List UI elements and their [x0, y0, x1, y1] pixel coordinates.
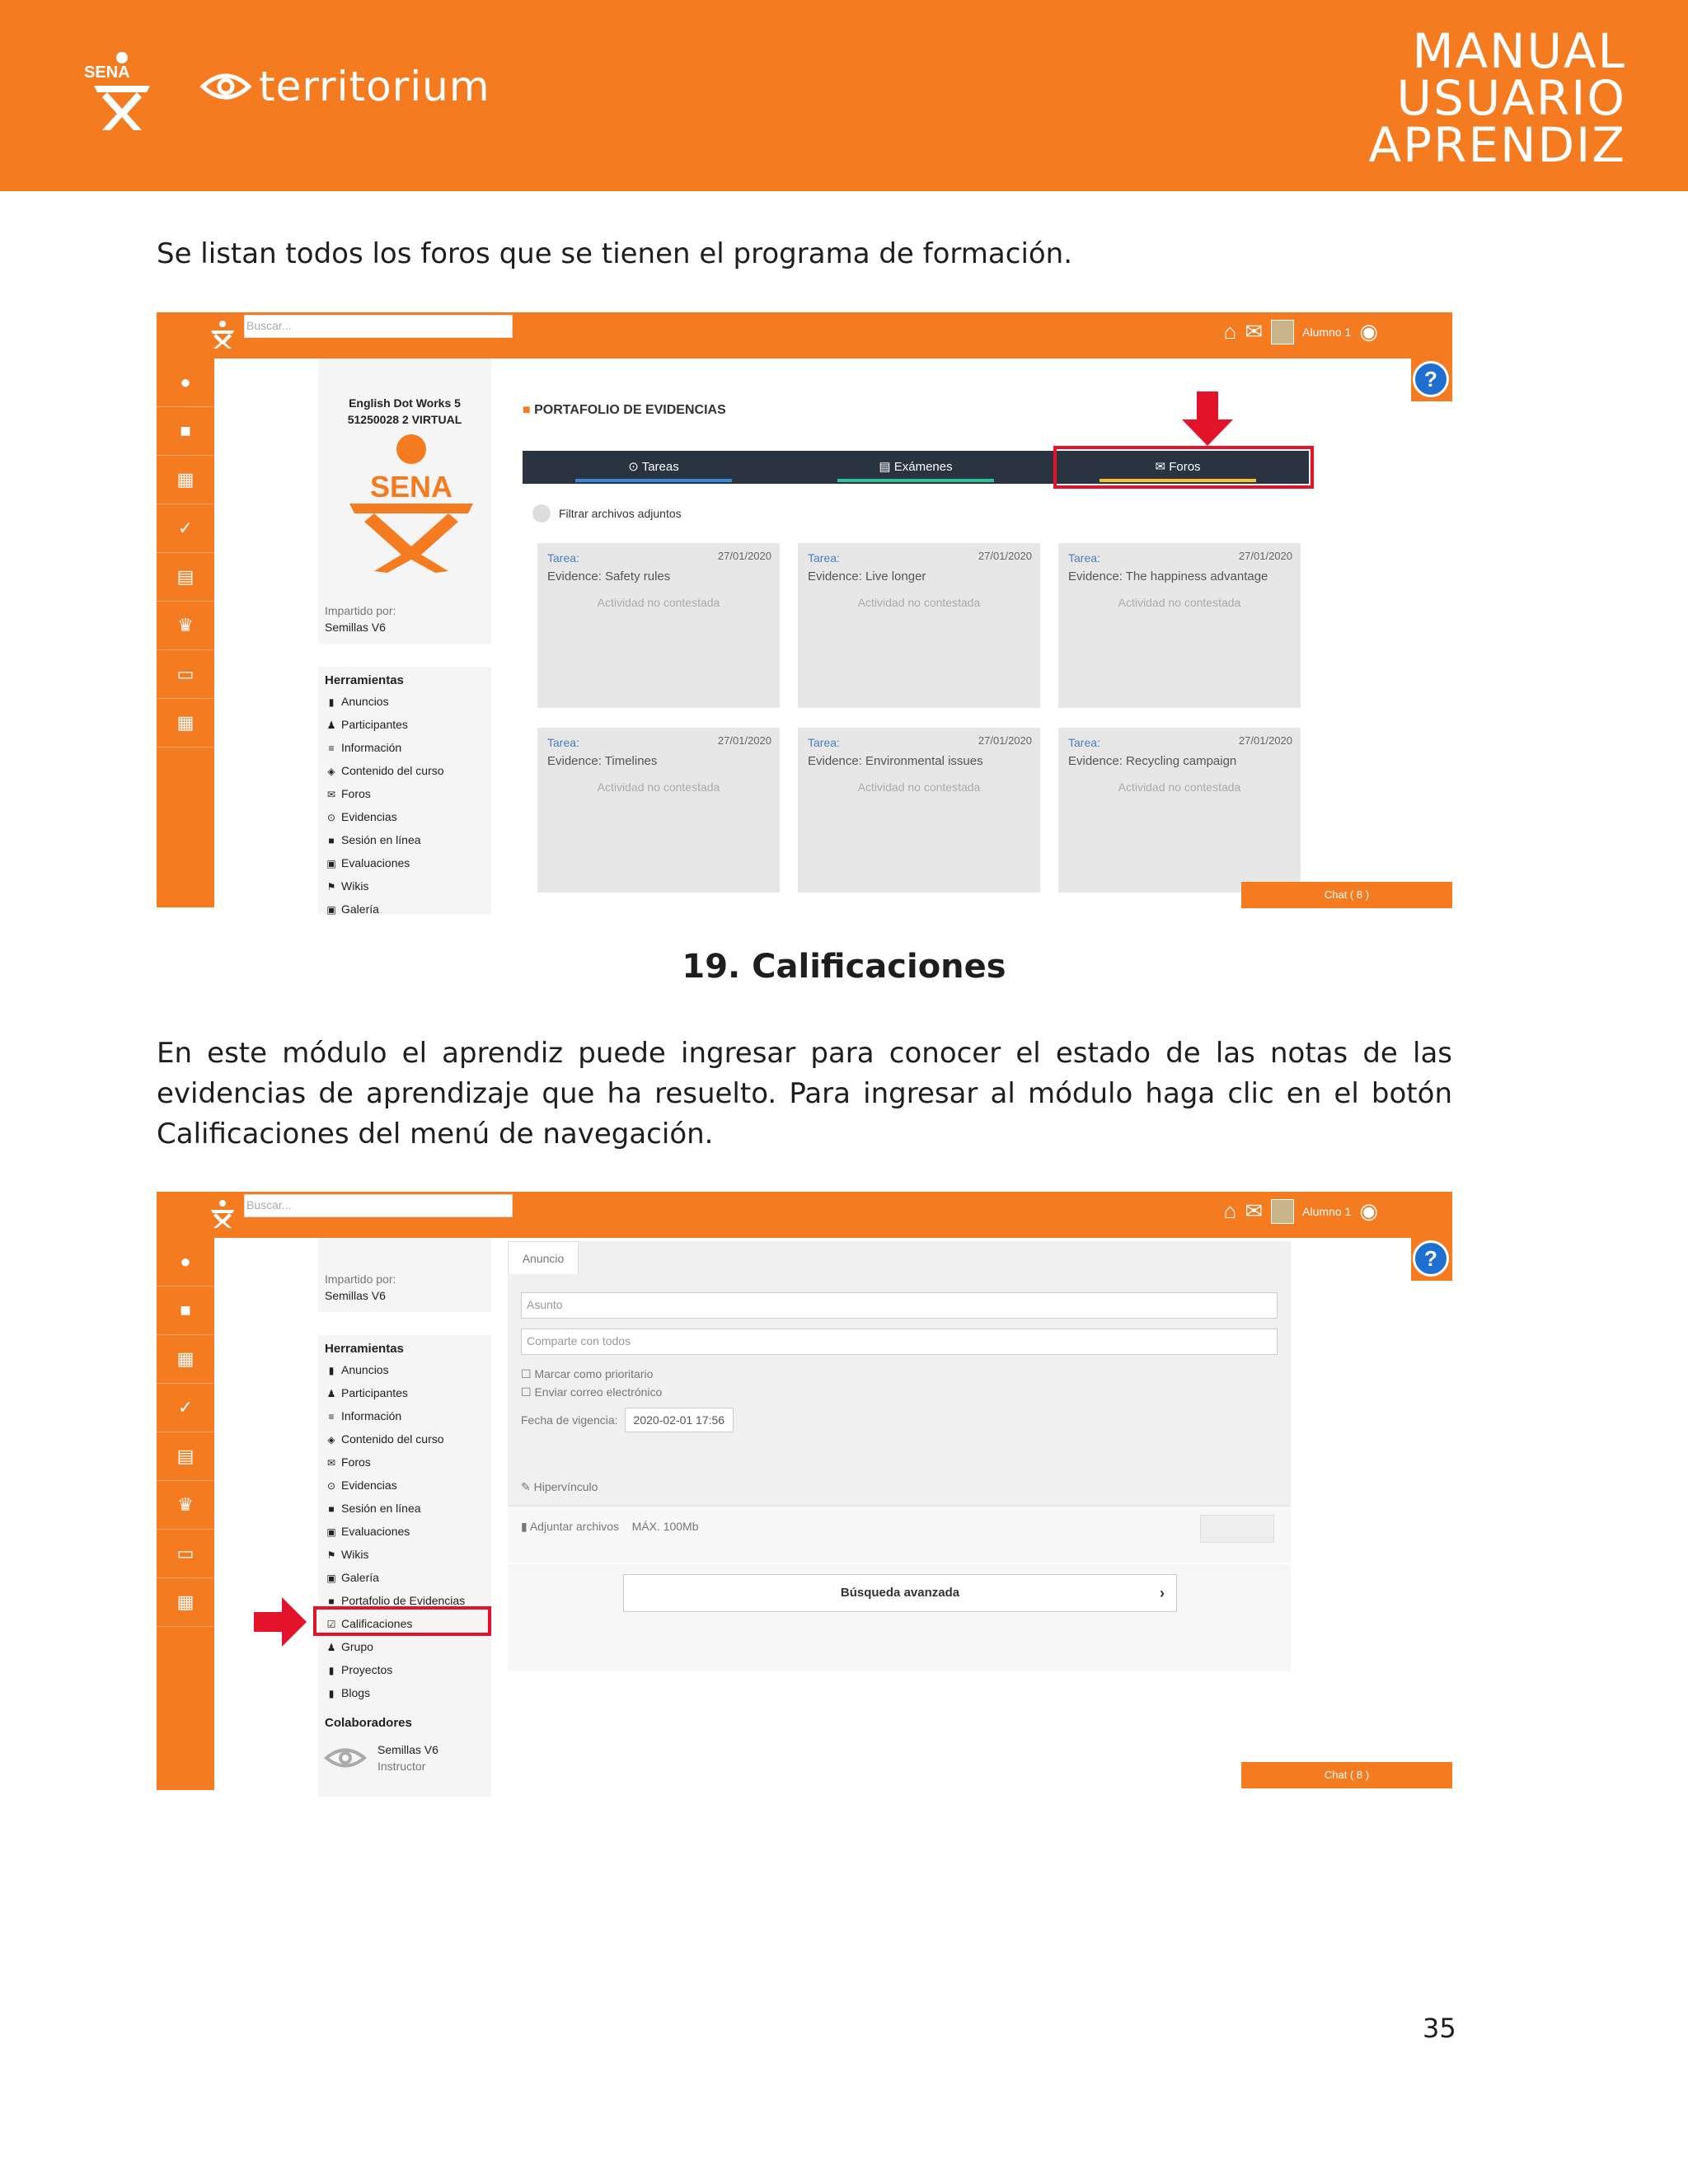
- collab-role: Instructor: [377, 1760, 426, 1773]
- chevron-right-icon: ›: [1160, 1585, 1165, 1601]
- card-evidence: Evidence: Live longer: [808, 569, 926, 583]
- card-status: Actividad no contestada: [857, 780, 981, 794]
- chat-button[interactable]: Chat ( 8 ): [1241, 882, 1452, 908]
- tool-item[interactable]: [325, 805, 485, 828]
- check-nav-icon[interactable]: ✓: [157, 1384, 214, 1432]
- toggle-icon[interactable]: [532, 504, 551, 523]
- tools-title: Herramientas: [325, 673, 404, 687]
- imparted-by: Semillas V6: [325, 621, 386, 634]
- checkbox-label: Marcar como prioritario: [534, 1367, 654, 1380]
- tool-label: Wikis: [341, 879, 369, 893]
- tool-item[interactable]: [325, 1543, 485, 1566]
- attach-button[interactable]: [521, 1520, 699, 1534]
- tool-item[interactable]: [325, 736, 485, 759]
- calificaciones-highlight: [313, 1606, 491, 1636]
- checkbox-icon[interactable]: ☐: [521, 1367, 532, 1380]
- manual-title: [1368, 23, 1627, 173]
- course-name: English Dot Works 5: [349, 396, 461, 410]
- page-header: [0, 0, 1688, 191]
- eye-avatar-icon: [325, 1746, 366, 1770]
- manual-line: USUARIO: [1396, 70, 1626, 126]
- tool-icon: ⊙: [326, 1480, 336, 1492]
- eye-icon[interactable]: ◉: [1359, 319, 1378, 344]
- card-evidence: Evidence: Timelines: [547, 754, 658, 768]
- tool-label: Contenido del curso: [341, 764, 444, 777]
- app-topbar: [157, 312, 1452, 359]
- tool-label: Foros: [341, 787, 371, 800]
- tool-label: Información: [341, 741, 402, 754]
- course-card: [318, 359, 491, 644]
- hyperlink-button[interactable]: [521, 1480, 598, 1494]
- tool-label: Participantes: [341, 1386, 408, 1399]
- tool-icon: ■: [328, 1596, 335, 1607]
- tool-item[interactable]: [325, 1427, 485, 1451]
- collab-title: Colaboradores: [325, 1716, 412, 1730]
- brand-name: territorium: [259, 63, 490, 110]
- tool-label: Información: [341, 1409, 402, 1422]
- tool-label: Foros: [341, 1455, 371, 1469]
- card-status: Actividad no contestada: [1118, 596, 1241, 609]
- search-input[interactable]: Buscar...: [244, 1194, 513, 1217]
- tool-icon: ◈: [327, 766, 335, 777]
- prioritario-checkbox[interactable]: [521, 1365, 662, 1383]
- tool-icon: ▮: [328, 1665, 335, 1676]
- tool-icon: ♟: [326, 1388, 336, 1399]
- asunto-field[interactable]: Asunto: [521, 1292, 1278, 1319]
- tools-panel: [318, 667, 491, 914]
- card-date: 27/01/2020: [717, 550, 771, 562]
- tool-icon: ▮: [328, 1688, 335, 1699]
- tool-icon: ♟: [326, 719, 336, 731]
- trophy-nav-icon[interactable]: ♛: [157, 1481, 214, 1530]
- tool-item[interactable]: [325, 851, 485, 874]
- course-code: 51250028 2 VIRTUAL: [347, 413, 462, 426]
- tab-label: Tareas: [641, 460, 679, 474]
- tool-item[interactable]: [325, 759, 485, 782]
- profile-nav-icon[interactable]: ●: [157, 1238, 214, 1286]
- card-status: Actividad no contestada: [597, 780, 720, 794]
- course-card: [318, 1238, 491, 1312]
- tool-item[interactable]: [325, 1358, 485, 1381]
- card-date: 27/01/2020: [1238, 734, 1292, 747]
- calendar-nav-icon[interactable]: ▤: [157, 553, 214, 602]
- tool-icon: ♟: [326, 1642, 336, 1653]
- tab-label: Exámenes: [893, 460, 953, 474]
- screenshot-forums: [157, 312, 1452, 916]
- tab-anuncio[interactable]: Anuncio: [508, 1241, 579, 1274]
- card-type: Tarea:: [808, 551, 840, 565]
- tool-icon: ▣: [326, 1526, 336, 1538]
- card-evidence: Evidence: Recycling campaign: [1068, 754, 1237, 768]
- inbox-nav-icon[interactable]: ▭: [157, 650, 214, 699]
- card-type: Tarea:: [808, 736, 840, 749]
- tool-label: Anuncios: [341, 1363, 389, 1376]
- imparted-label: Impartido por:: [325, 604, 396, 617]
- tool-label: Evaluaciones: [341, 1525, 410, 1538]
- evidence-card[interactable]: [1058, 728, 1301, 893]
- tool-icon: ▣: [326, 1572, 336, 1584]
- help-icon: ?: [1413, 361, 1449, 397]
- checkbox-icon[interactable]: ☐: [521, 1385, 532, 1399]
- publish-button[interactable]: [1200, 1515, 1274, 1543]
- tool-label: Evidencias: [341, 1479, 397, 1492]
- tool-icon: ▮: [328, 696, 335, 708]
- territorium-brand: [201, 63, 490, 110]
- sena-small-logo-icon: [208, 319, 237, 349]
- tool-item[interactable]: [325, 1497, 485, 1520]
- max-size: MÁX. 100Mb: [631, 1520, 699, 1533]
- intro-paragraph: Se listan todos los foros que se tienen el programa de formación.: [157, 237, 1073, 270]
- evidence-card[interactable]: [537, 543, 780, 708]
- tab-label: Foros: [1169, 460, 1201, 474]
- link-icon: ✎: [521, 1480, 531, 1493]
- tool-label: Wikis: [341, 1548, 369, 1561]
- tool-item[interactable]: [325, 1635, 485, 1658]
- evidence-card[interactable]: [798, 543, 1040, 708]
- manual-line: MANUAL: [1412, 23, 1626, 79]
- card-type: Tarea:: [1068, 551, 1100, 565]
- tool-label: Galería: [341, 902, 379, 916]
- tool-icon: ▣: [326, 904, 336, 916]
- card-type: Tarea:: [1068, 736, 1100, 749]
- evidence-card[interactable]: [537, 728, 780, 893]
- portfolio-title: [523, 403, 726, 418]
- tool-label: Grupo: [341, 1640, 373, 1653]
- card-status: Actividad no contestada: [857, 596, 981, 609]
- grid-nav-icon[interactable]: ▦: [157, 1578, 214, 1627]
- right-arrow-icon: [254, 1597, 307, 1647]
- tools-list: [325, 690, 485, 921]
- svg-text:SENA: SENA: [84, 63, 130, 82]
- profile-nav-icon[interactable]: ●: [157, 359, 214, 407]
- tool-item[interactable]: [325, 1658, 485, 1681]
- help-button[interactable]: [1411, 1238, 1452, 1281]
- tool-icon: ☑: [326, 1619, 336, 1630]
- tool-icon: ✉: [326, 1457, 336, 1469]
- imparted-label: Impartido por:: [325, 1272, 396, 1286]
- tools-list: [325, 1358, 485, 1704]
- announcement-form: [508, 1241, 1291, 1521]
- tool-item[interactable]: [325, 828, 485, 851]
- sena-course-logo-icon: [341, 433, 481, 573]
- briefcase-icon: ■: [523, 403, 531, 417]
- vigencia-label: Fecha de vigencia:: [521, 1413, 618, 1427]
- vigencia-input[interactable]: 2020-02-01 17:56: [625, 1408, 734, 1432]
- advanced-search-label: Búsqueda avanzada: [840, 1586, 960, 1600]
- app-topbar: [157, 1192, 1452, 1238]
- checkbox-label: Enviar correo electrónico: [534, 1385, 663, 1399]
- card-date: 27/01/2020: [717, 734, 771, 747]
- user-name[interactable]: Alumno 1: [1302, 325, 1352, 339]
- tool-icon: ≡: [328, 1411, 335, 1422]
- tab-foros[interactable]: ✉ Foros: [1047, 451, 1309, 484]
- tool-icon: ≡: [328, 743, 335, 754]
- avatar[interactable]: [1271, 1199, 1294, 1224]
- collab-name: Semillas V6: [377, 1743, 438, 1756]
- card-status: Actividad no contestada: [1118, 780, 1241, 794]
- foros-highlight: [1053, 446, 1314, 489]
- tool-label: Anuncios: [341, 695, 389, 708]
- tool-item[interactable]: [325, 690, 485, 713]
- tool-item[interactable]: [325, 713, 485, 736]
- tool-icon: ■: [328, 1503, 335, 1515]
- tool-label: Evidencias: [341, 810, 397, 823]
- attach-row: [508, 1505, 1291, 1563]
- mail-icon[interactable]: ✉: [1245, 1198, 1264, 1223]
- left-nav: [157, 359, 214, 907]
- trophy-nav-icon[interactable]: ♛: [157, 602, 214, 650]
- tool-icon: ✉: [326, 789, 336, 800]
- card-date: 27/01/2020: [1238, 550, 1292, 562]
- tool-label: Sesión en línea: [341, 1502, 421, 1515]
- tool-label: Calificaciones: [341, 1617, 413, 1630]
- topbar-actions: [1224, 1198, 1378, 1224]
- attach-label: Adjuntar archivos: [529, 1520, 620, 1533]
- evidence-card[interactable]: [1058, 543, 1301, 708]
- section-paragraph: En este módulo el aprendiz puede ingresar para conocer el estado de las notas de las evidencias de aprendizaje que ha resuelto. Para ingresar al módulo haga clic en el botón Calificaciones del menú de navegación.: [157, 1037, 1452, 1151]
- tool-item[interactable]: [325, 1474, 485, 1497]
- search-input[interactable]: Buscar...: [244, 315, 513, 338]
- tab-examenes[interactable]: ▤ Exámenes: [785, 451, 1047, 484]
- tool-item[interactable]: [325, 874, 485, 898]
- tool-label: Contenido del curso: [341, 1432, 444, 1446]
- left-nav: [157, 1238, 214, 1790]
- check-nav-icon[interactable]: ✓: [157, 504, 214, 553]
- filter-label: Filtrar archivos adjuntos: [559, 507, 682, 520]
- card-evidence: Evidence: Safety rules: [547, 569, 671, 583]
- card-evidence: Evidence: The happiness advantage: [1068, 569, 1268, 583]
- tool-item[interactable]: [325, 1681, 485, 1704]
- tool-icon: ■: [328, 835, 335, 846]
- card-type: Tarea:: [547, 736, 579, 749]
- tool-icon: ▮: [328, 1365, 335, 1376]
- evidence-card[interactable]: [798, 728, 1040, 893]
- sena-logo-icon: [82, 49, 162, 132]
- tool-label: Portafolio de Evidencias: [341, 1594, 466, 1607]
- screenshot-grades: [157, 1192, 1452, 1790]
- home-icon[interactable]: ⌂: [1223, 1198, 1237, 1223]
- eye-logo-icon: [201, 70, 251, 103]
- help-button[interactable]: [1411, 359, 1452, 401]
- svg-text:SENA: SENA: [369, 470, 453, 504]
- tool-icon: ⊙: [326, 812, 336, 823]
- tool-item[interactable]: [325, 1381, 485, 1404]
- tool-label: Galería: [341, 1571, 379, 1584]
- briefcase-nav-icon[interactable]: ■: [157, 407, 214, 456]
- advanced-search-button[interactable]: [623, 1574, 1177, 1612]
- tool-item[interactable]: [325, 898, 485, 921]
- tool-item[interactable]: [325, 782, 485, 805]
- tool-item[interactable]: [325, 1566, 485, 1589]
- comparte-field[interactable]: Comparte con todos: [521, 1329, 1278, 1355]
- tool-icon: ▣: [326, 858, 336, 869]
- tool-icon: ⚑: [326, 1549, 336, 1561]
- page-number: 35: [1423, 2013, 1456, 2044]
- tool-label: Proyectos: [341, 1663, 393, 1676]
- tools-panel: [318, 1335, 491, 1797]
- filter-toggle[interactable]: [532, 504, 682, 523]
- tool-label: Participantes: [341, 718, 408, 731]
- card-status: Actividad no contestada: [597, 596, 720, 609]
- section-title: 19. Calificaciones: [682, 948, 1006, 986]
- eye-icon[interactable]: ◉: [1359, 1198, 1378, 1223]
- grid-nav-icon[interactable]: ▦: [157, 699, 214, 748]
- mail-icon[interactable]: ✉: [1245, 319, 1264, 344]
- down-arrow-icon: [1182, 391, 1233, 446]
- tool-icon: ⚑: [326, 881, 336, 893]
- hyperlink-label: Hipervínculo: [533, 1480, 598, 1493]
- card-type: Tarea:: [547, 551, 579, 565]
- tools-title: Herramientas: [325, 1342, 404, 1356]
- briefcase-nav-icon[interactable]: ■: [157, 1286, 214, 1335]
- collaborator-item[interactable]: [325, 1741, 485, 1774]
- paperclip-icon: ▮: [521, 1520, 528, 1533]
- tab-tareas[interactable]: ⊙ Tareas: [523, 451, 785, 484]
- calendar-grid-nav-icon[interactable]: ▦: [157, 1335, 214, 1384]
- topbar-actions: [1224, 319, 1378, 344]
- card-evidence: Evidence: Environmental issues: [808, 754, 983, 768]
- calendar-grid-nav-icon[interactable]: ▦: [157, 456, 214, 504]
- card-date: 27/01/2020: [978, 734, 1032, 747]
- email-checkbox[interactable]: [521, 1383, 662, 1401]
- search-section: [508, 1564, 1291, 1671]
- calendar-nav-icon[interactable]: ▤: [157, 1432, 214, 1481]
- home-icon[interactable]: ⌂: [1223, 319, 1237, 344]
- tool-icon: ◈: [327, 1434, 335, 1446]
- tool-label: Blogs: [341, 1686, 371, 1699]
- portfolio-title-text: PORTAFOLIO DE EVIDENCIAS: [534, 403, 726, 417]
- manual-line: APRENDIZ: [1368, 117, 1626, 173]
- card-date: 27/01/2020: [978, 550, 1032, 562]
- help-icon: ?: [1413, 1240, 1449, 1277]
- inbox-nav-icon[interactable]: ▭: [157, 1530, 214, 1578]
- tool-label: Sesión en línea: [341, 833, 421, 846]
- imparted-by: Semillas V6: [325, 1289, 386, 1302]
- tool-label: Evaluaciones: [341, 856, 410, 869]
- tool-item[interactable]: [325, 1451, 485, 1474]
- user-name[interactable]: Alumno 1: [1302, 1204, 1352, 1218]
- avatar[interactable]: [1271, 320, 1294, 344]
- tool-item[interactable]: [325, 1404, 485, 1427]
- sena-small-logo-icon: [208, 1198, 237, 1228]
- tool-item[interactable]: [325, 1520, 485, 1543]
- chat-button[interactable]: Chat ( 8 ): [1241, 1762, 1452, 1788]
